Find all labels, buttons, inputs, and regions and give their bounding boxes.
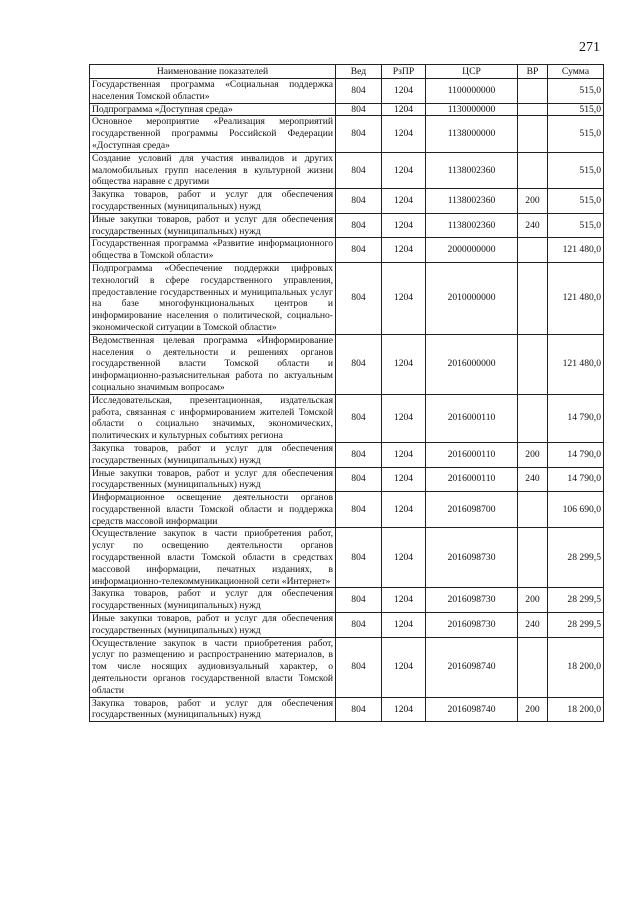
row-rzpr-cell: 1204: [382, 103, 426, 116]
row-csr-cell: 1138000000: [426, 116, 518, 152]
row-rzpr-cell: 1204: [382, 189, 426, 214]
row-name-cell: Осуществление закупок в части приобретения работ, услуг по размещению и распространению материалов, в том числе носящих аудиовизуальный характер, о деятельности органов государственной власти Томской области: [90, 637, 336, 697]
row-vr-cell: [518, 152, 548, 188]
row-csr-cell: 1130000000: [426, 103, 518, 116]
row-sum-cell: 121 480,0: [548, 334, 604, 394]
row-vr-cell: 240: [518, 467, 548, 492]
row-ved-cell: 804: [336, 528, 382, 588]
row-csr-cell: 2016098730: [426, 613, 518, 638]
row-ved-cell: 804: [336, 613, 382, 638]
row-rzpr-cell: 1204: [382, 467, 426, 492]
page-number: 271: [579, 40, 600, 55]
row-rzpr-cell: 1204: [382, 613, 426, 638]
row-sum-cell: 28 299,5: [548, 613, 604, 638]
table-row: [90, 238, 604, 263]
row-ved-cell: 804: [336, 467, 382, 492]
row-vr-cell: [518, 334, 548, 394]
row-name-cell: Иные закупки товаров, работ и услуг для обеспечения государственных (муниципальных) нужд: [90, 213, 336, 238]
table-row: [90, 334, 604, 394]
row-csr-cell: 2016098700: [426, 492, 518, 528]
row-name-cell: Закупка товаров, работ и услуг для обеспечения государственных (муниципальных) нужд: [90, 442, 336, 467]
table-row: [90, 152, 604, 188]
row-vr-cell: [518, 528, 548, 588]
row-ved-cell: 804: [336, 442, 382, 467]
row-sum-cell: 14 790,0: [548, 442, 604, 467]
row-sum-cell: 28 299,5: [548, 528, 604, 588]
row-rzpr-cell: 1204: [382, 238, 426, 263]
row-ved-cell: 804: [336, 238, 382, 263]
row-vr-cell: [518, 116, 548, 152]
row-rzpr-cell: 1204: [382, 262, 426, 334]
table-row: [90, 394, 604, 442]
row-sum-cell: 106 690,0: [548, 492, 604, 528]
row-sum-cell: 515,0: [548, 213, 604, 238]
row-sum-cell: 14 790,0: [548, 467, 604, 492]
row-csr-cell: 2016098730: [426, 528, 518, 588]
row-sum-cell: 14 790,0: [548, 394, 604, 442]
table-row: [90, 213, 604, 238]
row-name-cell: Осуществление закупок в части приобретения работ, услуг по освещению деятельности органов государственной власти Томской области в средствах массовой информации, печатных изданиях, в информационно-телекоммуникационной сети «Интернет»: [90, 528, 336, 588]
row-rzpr-cell: 1204: [382, 334, 426, 394]
row-ved-cell: 804: [336, 213, 382, 238]
row-rzpr-cell: 1204: [382, 116, 426, 152]
row-rzpr-cell: 1204: [382, 213, 426, 238]
row-rzpr-cell: 1204: [382, 442, 426, 467]
row-csr-cell: 1138002360: [426, 189, 518, 214]
header-ved: Вед: [336, 65, 382, 79]
row-csr-cell: 2016098740: [426, 637, 518, 697]
row-ved-cell: 804: [336, 637, 382, 697]
row-vr-cell: [518, 103, 548, 116]
row-vr-cell: [518, 492, 548, 528]
row-sum-cell: 515,0: [548, 79, 604, 104]
row-rzpr-cell: 1204: [382, 492, 426, 528]
row-csr-cell: 2000000000: [426, 238, 518, 263]
row-vr-cell: [518, 262, 548, 334]
table-row: [90, 79, 604, 104]
row-name-cell: Государственная программа «Социальная поддержка населения Томской области»: [90, 79, 336, 104]
row-name-cell: Ведомственная целевая программа «Информирование населения о деятельности и решениях органов государственной власти Томской области и информационно-разъяснительная работа по актуальным социально значимым вопросам»: [90, 334, 336, 394]
row-sum-cell: 28 299,5: [548, 588, 604, 613]
row-ved-cell: 804: [336, 492, 382, 528]
table-row: [90, 613, 604, 638]
row-vr-cell: [518, 79, 548, 104]
row-vr-cell: [518, 394, 548, 442]
row-ved-cell: 804: [336, 189, 382, 214]
table-row: [90, 116, 604, 152]
row-rzpr-cell: 1204: [382, 152, 426, 188]
table-row: [90, 189, 604, 214]
row-name-cell: Иные закупки товаров, работ и услуг для обеспечения государственных (муниципальных) нужд: [90, 467, 336, 492]
row-rzpr-cell: 1204: [382, 637, 426, 697]
row-vr-cell: [518, 238, 548, 263]
row-vr-cell: [518, 637, 548, 697]
row-vr-cell: 200: [518, 697, 548, 722]
row-name-cell: Государственная программа «Развитие информационного общества в Томской области»: [90, 238, 336, 263]
table-row: [90, 492, 604, 528]
table-row: [90, 262, 604, 334]
row-name-cell: Основное мероприятие «Реализация мероприятий государственной программы Российской Федерации «Доступная среда»: [90, 116, 336, 152]
row-ved-cell: 804: [336, 588, 382, 613]
row-name-cell: Закупка товаров, работ и услуг для обеспечения государственных (муниципальных) нужд: [90, 588, 336, 613]
row-csr-cell: 1138002360: [426, 152, 518, 188]
row-csr-cell: 1138002360: [426, 213, 518, 238]
row-sum-cell: 515,0: [548, 189, 604, 214]
table-header-row: [90, 65, 604, 79]
row-vr-cell: 200: [518, 442, 548, 467]
row-ved-cell: 804: [336, 394, 382, 442]
row-sum-cell: 515,0: [548, 103, 604, 116]
row-name-cell: Подпрограмма «Обеспечение поддержки цифровых технологий в сфере государственного управления, предоставление государственных и муниципальных услуг на базе многофункциональных центров и информирование населения о политической, социально-экономической ситуации в Томской области»: [90, 262, 336, 334]
row-csr-cell: 1100000000: [426, 79, 518, 104]
row-csr-cell: 2016098740: [426, 697, 518, 722]
row-csr-cell: 2016000110: [426, 394, 518, 442]
row-sum-cell: 515,0: [548, 116, 604, 152]
row-vr-cell: 240: [518, 213, 548, 238]
row-ved-cell: 804: [336, 79, 382, 104]
row-sum-cell: 121 480,0: [548, 238, 604, 263]
row-ved-cell: 804: [336, 262, 382, 334]
row-rzpr-cell: 1204: [382, 394, 426, 442]
row-csr-cell: 2010000000: [426, 262, 518, 334]
row-ved-cell: 804: [336, 152, 382, 188]
header-vr: ВР: [518, 65, 548, 79]
row-name-cell: Закупка товаров, работ и услуг для обеспечения государственных (муниципальных) нужд: [90, 189, 336, 214]
row-rzpr-cell: 1204: [382, 697, 426, 722]
row-sum-cell: 18 200,0: [548, 637, 604, 697]
header-csr: ЦСР: [426, 65, 518, 79]
row-vr-cell: 200: [518, 588, 548, 613]
row-ved-cell: 804: [336, 697, 382, 722]
header-sum: Сумма: [548, 65, 604, 79]
table-row: [90, 697, 604, 722]
row-rzpr-cell: 1204: [382, 79, 426, 104]
table-row: [90, 637, 604, 697]
row-name-cell: Информационное освещение деятельности органов государственной власти Томской области и поддержка средств массовой информации: [90, 492, 336, 528]
table-row: [90, 103, 604, 116]
header-rzpr: РзПР: [382, 65, 426, 79]
table-body: [90, 79, 604, 722]
row-vr-cell: 200: [518, 189, 548, 214]
row-csr-cell: 2016000000: [426, 334, 518, 394]
table-row: [90, 442, 604, 467]
row-name-cell: Закупка товаров, работ и услуг для обеспечения государственных (муниципальных) нужд: [90, 697, 336, 722]
row-ved-cell: 804: [336, 103, 382, 116]
table-row: [90, 528, 604, 588]
row-name-cell: Иные закупки товаров, работ и услуг для обеспечения государственных (муниципальных) нужд: [90, 613, 336, 638]
row-sum-cell: 121 480,0: [548, 262, 604, 334]
row-name-cell: Создание условий для участия инвалидов и других маломобильных групп населения в культурной жизни общества наравне с другими: [90, 152, 336, 188]
header-name: Наименование показателей: [90, 65, 336, 79]
row-rzpr-cell: 1204: [382, 528, 426, 588]
budget-table: [89, 64, 604, 722]
row-sum-cell: 515,0: [548, 152, 604, 188]
row-ved-cell: 804: [336, 334, 382, 394]
row-rzpr-cell: 1204: [382, 588, 426, 613]
row-sum-cell: 18 200,0: [548, 697, 604, 722]
table-row: [90, 588, 604, 613]
table-row: [90, 467, 604, 492]
row-name-cell: Подпрограмма «Доступная среда»: [90, 103, 336, 116]
row-csr-cell: 2016000110: [426, 442, 518, 467]
row-name-cell: Исследовательская, презентационная, издательская работа, связанная с информированием жителей Томской области о социально значимых, экономических, политических и культурных событиях региона: [90, 394, 336, 442]
row-csr-cell: 2016098730: [426, 588, 518, 613]
row-ved-cell: 804: [336, 116, 382, 152]
row-vr-cell: 240: [518, 613, 548, 638]
row-csr-cell: 2016000110: [426, 467, 518, 492]
